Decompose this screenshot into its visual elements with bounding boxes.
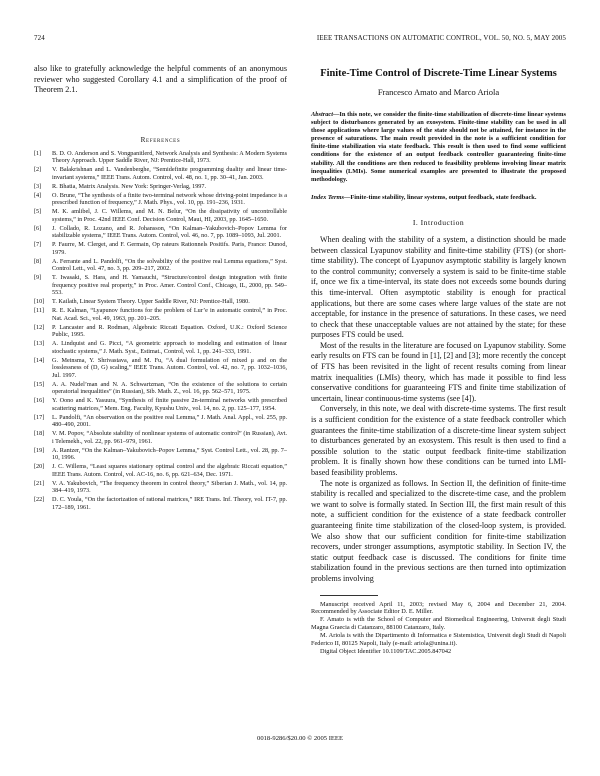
reference-number: [5] xyxy=(34,208,42,216)
reference-text: G. Meinsma, Y. Shrivastava, and M. Fu, “A dual formulation of mixed μ and on the losslessness of (D, G) scaling,” IEEE Trans. Autom. Control, vol. 42, no. 7, pp. 1032–1036, Jul. 1997. xyxy=(52,356,287,379)
reference-text: J. C. Willems, “Least squares stationary optimal control and the algebraic Riccati equation,” IEEE Trans. Autom. Control, vol. AC-16, no. 6, pp. 621–634, Dec. 1971. xyxy=(52,463,287,478)
article-title: Finite-Time Control of Discrete-Time Linear Systems xyxy=(320,68,557,79)
reference-text: V. Balakrishnan and L. Vandenberghe, “Semidefinite programming duality and linear time-invariant systems,” IEEE Trans. Autom. Control, vol. 48, no. 1, pp. 30–41, Jan. 2003. xyxy=(52,166,287,181)
page-number: 724 xyxy=(34,34,45,42)
footnote-author-amato: F. Amato is with the School of Computer and Biomedical Engineering, Universit degli Studi Magna Graecia di Catanzaro, 88100 Catanzaro, Italy. xyxy=(311,616,566,632)
references-heading: References xyxy=(140,135,181,144)
footnote-author-ariola: M. Ariola is with the Dipartimento di Informatica e Sistemistica, Universit degli Studi di Napoli Federico II, 80125 Napoli, Italy (e-mail: ariola@unina.it). xyxy=(311,632,566,648)
copyright-footer: 0018-9286/$20.00 © 2005 IEEE xyxy=(257,735,343,742)
reference-number: [8] xyxy=(34,257,42,265)
section-heading-introduction: I. Introduction xyxy=(412,217,465,227)
reference-text: J. Collado, R. Lozano, and R. Johansson, “On Kalman–Yakubovich–Popov Lemma for stabilizable systems,” IEEE Trans. Autom. Control, vol. 46, no. 7, pp. 1089–1093, Jul. 2001. xyxy=(52,224,287,240)
abstract-label: Abstract xyxy=(311,111,334,118)
reference-number: [4] xyxy=(34,191,42,199)
reference-number: [19] xyxy=(34,446,45,454)
reference-text: T. Iwasaki, S. Hara, and H. Yamauchi, “Structure/control design integration with finite frequency positive real property,” in Proc. Amer. Control Conf., Chicago, IL, 2000, pp. 549–553. xyxy=(52,274,287,297)
reference-number: [15] xyxy=(34,380,45,388)
reference-number: [14] xyxy=(34,356,45,364)
reference-number: [17] xyxy=(34,413,45,421)
footnote-doi: Digital Object Identifier 10.1109/TAC.2005.847042 xyxy=(320,647,452,655)
reference-number: [10] xyxy=(34,298,45,306)
article-authors: Francesco Amato and Marco Ariola xyxy=(377,87,500,97)
journal-title: IEEE TRANSACTIONS ON AUTOMATIC CONTROL, VOL. 50, NO. 5, MAY 2005 xyxy=(316,34,566,42)
reference-text: D. C. Youla, “On the factorization of rational matrices,” IRE Trans. Inf. Theory, vol. IT-7, pp. 172–189, 1961. xyxy=(52,496,287,511)
reference-text: B. D. O. Anderson and S. Vongpanitlerd, Network Analysis and Synthesis: A Modern Systems Theory Approach. Upper Saddle River, NJ: Prentice-Hall, 1973. xyxy=(52,149,287,165)
reference-number: [22] xyxy=(34,496,45,504)
left-column xyxy=(34,64,287,513)
reference-number: [13] xyxy=(34,340,45,348)
reference-item xyxy=(34,150,287,165)
reference-item xyxy=(34,225,287,240)
reference-item xyxy=(34,496,287,511)
reference-item xyxy=(34,166,287,181)
index-terms-label: Index Terms xyxy=(311,193,344,201)
reference-number: [11] xyxy=(34,307,45,315)
reference-number: [21] xyxy=(34,479,45,487)
reference-number: [7] xyxy=(34,241,42,249)
index-terms xyxy=(311,194,566,202)
footnote-divider xyxy=(320,595,378,596)
reference-item xyxy=(34,357,287,379)
reference-item xyxy=(34,241,287,256)
reference-item xyxy=(34,480,287,495)
reference-text: T. Kailath, Linear System Theory. Upper Saddle River, NJ: Prentice-Hall, 1980. xyxy=(52,298,250,306)
reference-item xyxy=(34,414,287,429)
reference-number: [2] xyxy=(34,166,42,174)
reference-item xyxy=(34,397,287,412)
reference-text: A. A. Nudel’man and N. A. Schwartzman, “On the existence of the solutions to certain operatorial inequalities” (in Russian), Sib. Math. Z., vol. 16, pp. 562–571, 1975. xyxy=(52,380,287,396)
reference-item xyxy=(34,340,287,355)
reference-text: R. E. Kalman, “Lyapunov functions for the problem of Lur’e in automatic control,” in Proc. Nat. Acad. Sci., vol. 49, 1963, pp. 201–205. xyxy=(52,307,287,322)
reference-text: V. M. Popov, “Absolute stability of nonlinear systems of automatic control” (in Russian), Avt. i Telemekh., vol. 22, pp. 961–979, 1961. xyxy=(52,430,287,445)
reference-list xyxy=(34,150,287,511)
reference-text: A. Ferrante and L. Pandolfi, “On the solvability of the positive real Lemma equations,” Syst. Control Lett., vol. 47, no. 3, pp. 209–217, 2002. xyxy=(52,257,287,273)
reference-item xyxy=(34,258,287,273)
reference-text: O. Brune, “The synthesis of a finite two-terminal network whose driving-point impedance is a prescribed function of frequency,” J. Math. Phys., vol. 10, pp. 191–236, 1931. xyxy=(52,191,287,207)
intro-paragraph: Conversely, in this note, we deal with discrete-time systems. The first result is a sufficient condition for the existence of a state feedback controller which guarantees the finite-time stabilization of a discrete-time linear system subject to disturbances generated by an exosystem. This result is then used to find a possible solution to the static output feedback finite-time stabilization problem. It is finally shown how these conditions can be turned into LMI-based feasibility problems. xyxy=(311,404,566,477)
reference-text: L. Pandolfi, “An observation on the positive real Lemma,” J. Math. Anal. Appl., vol. 255, pp. 480–490, 2001. xyxy=(52,413,287,429)
reference-item xyxy=(34,463,287,478)
reference-item xyxy=(34,324,287,339)
reference-number: [1] xyxy=(34,149,42,157)
reference-item xyxy=(34,183,287,190)
reference-text: A. Lindquist and G. Picci, “A geometric approach to modeling and estimation of linear stochastic systems,” J. Math. Syst., Estimat., Control, vol. 1, pp. 241–333, 1991. xyxy=(52,340,287,355)
reference-text: Y. Oono and K. Yasuura, “Synthesis of finite passive 2n-terminal networks with prescribed scattering matrices,” Mem. Eng. Faculty, Kyushu Univ., vol. 14, no. 2, pp. 125–177, 1954. xyxy=(52,397,287,412)
running-header xyxy=(34,34,566,44)
reference-text: M. K. amlibel, J. C. Willems, and M. N. Belur, “On the dissipativity of uncontrollable systems,” in Proc. 42nd IEEE Conf. Decision Control, Maui, HI, 2003, pp. 1645–1650. xyxy=(52,208,287,223)
reference-item xyxy=(34,307,287,322)
reference-item xyxy=(34,381,287,396)
reference-item xyxy=(34,298,287,305)
reference-item xyxy=(34,274,287,296)
intro-paragraph: The note is organized as follows. In Section II, the definition of finite-time stability is recalled and specialized to the discrete-time case, and the problem we want to solve is formally stated. In Section III, the first main result of this note, a sufficient condition for the existence of a state feedback controller guaranteeing finite time stabilization of the closed-loop system, is provided. We also show that our sufficient condition for finite-time stabilization recovers, under stronger assumptions, asymptotic stability. In Section IV, the static output feedback case is discussed. The conditions for finite time stabilization found in the previous sections are then turned into optimization problems involving xyxy=(311,478,566,583)
acknowledgment-text: also like to gratefully acknowledge the helpful comments of an anonymous reviewer who suggested Corollary 4.1 and a simplification of the proof of Theorem 2.1. xyxy=(34,64,287,95)
reference-item xyxy=(34,430,287,445)
abstract xyxy=(311,111,566,184)
reference-text: A. Rantzer, “On the Kalman–Yakubovich–Popov Lemma,” Syst. Control Lett., vol. 28, pp. 7–10, 1996. xyxy=(52,446,287,462)
intro-paragraph: Most of the results in the literature are focused on Lyapunov stability. Some early results on FTS can be found in [1], [2] and [3]; more recently the concept of FTS has been revisited in the light of recent results coming from linear matrix inequalities (LMIs) theory, which has made it possible to find less conservative conditions for guaranteeing FTS and finite time stabilization of uncertain, linear continuous-time systems (see [4]). xyxy=(311,340,566,403)
intro-paragraph: When dealing with the stability of a system, a distinction should be made between classical Lyapunov stability and finite-time stability (FTS) (or short-time stability). The concept of Lyapunov asymptotic stability is largely known to the control community; conversely a system is said to be finite-time stable if, once we fix a time-interval, its state does not exceeds some bounds during this time-interval. Often asymptotic stability is enough for practical applications, but there are some cases where large values of the state are not acceptable, for instance in the presence of saturations. In these cases, we need to check that these unacceptable values are not attained by the state; for these purposes FTS could be used. xyxy=(311,234,566,340)
reference-item xyxy=(34,192,287,207)
reference-number: [12] xyxy=(34,323,45,331)
reference-number: [18] xyxy=(34,430,45,438)
abstract-text: —In this note, we consider the finite-time stabilization of discrete-time linear systems subject to disturbances generated by an exosystem. Finite-time stability can be used in all those applications where large values of the state should not be attained, for instance in the presence of saturations. The main result provided in the note is a sufficient condition for finite-time stabilization via state feedback. This result is then used to find some sufficient conditions for the existence of an output feedback controller guaranteeing finite-time stability. All the conditions are then reduced to feasibility problems involving linear matrix inequalities (LMIs). Some numerical examples are presented to illustrate the proposed methodology. xyxy=(311,111,566,183)
reference-text: P. Faurre, M. Clerget, and F. Germain, Op rateurs Rationnels Positifs. Paris, France: Dunod, 1979. xyxy=(52,241,287,256)
reference-number: [3] xyxy=(34,182,42,190)
reference-item xyxy=(34,447,287,462)
reference-item xyxy=(34,208,287,223)
reference-text: V. A. Yakubovich, “The frequency theorem in control theory,” Siberian J. Math., vol. 14, pp. 384–419, 1973. xyxy=(52,479,287,495)
reference-text: R. Bhatia, Matrix Analysis. New York: Springer-Verlag, 1997. xyxy=(52,182,207,190)
index-terms-text: —Finite-time stability, linear systems, output feedback, state feedback. xyxy=(343,193,537,201)
footnote-manuscript: Manuscript received April 11, 2003; revised May 6, 2004 and December 21, 2004. Recommended by Associate Editor D. E. Miller. xyxy=(311,600,566,616)
right-column xyxy=(311,64,566,656)
reference-text: P. Lancaster and R. Rodman, Algebraic Riccati Equation. Oxford, U.K.: Oxford Science Public, 1995. xyxy=(52,323,287,339)
reference-number: [9] xyxy=(34,274,42,282)
reference-number: [16] xyxy=(34,397,45,405)
reference-number: [6] xyxy=(34,224,42,232)
reference-number: [20] xyxy=(34,463,45,471)
